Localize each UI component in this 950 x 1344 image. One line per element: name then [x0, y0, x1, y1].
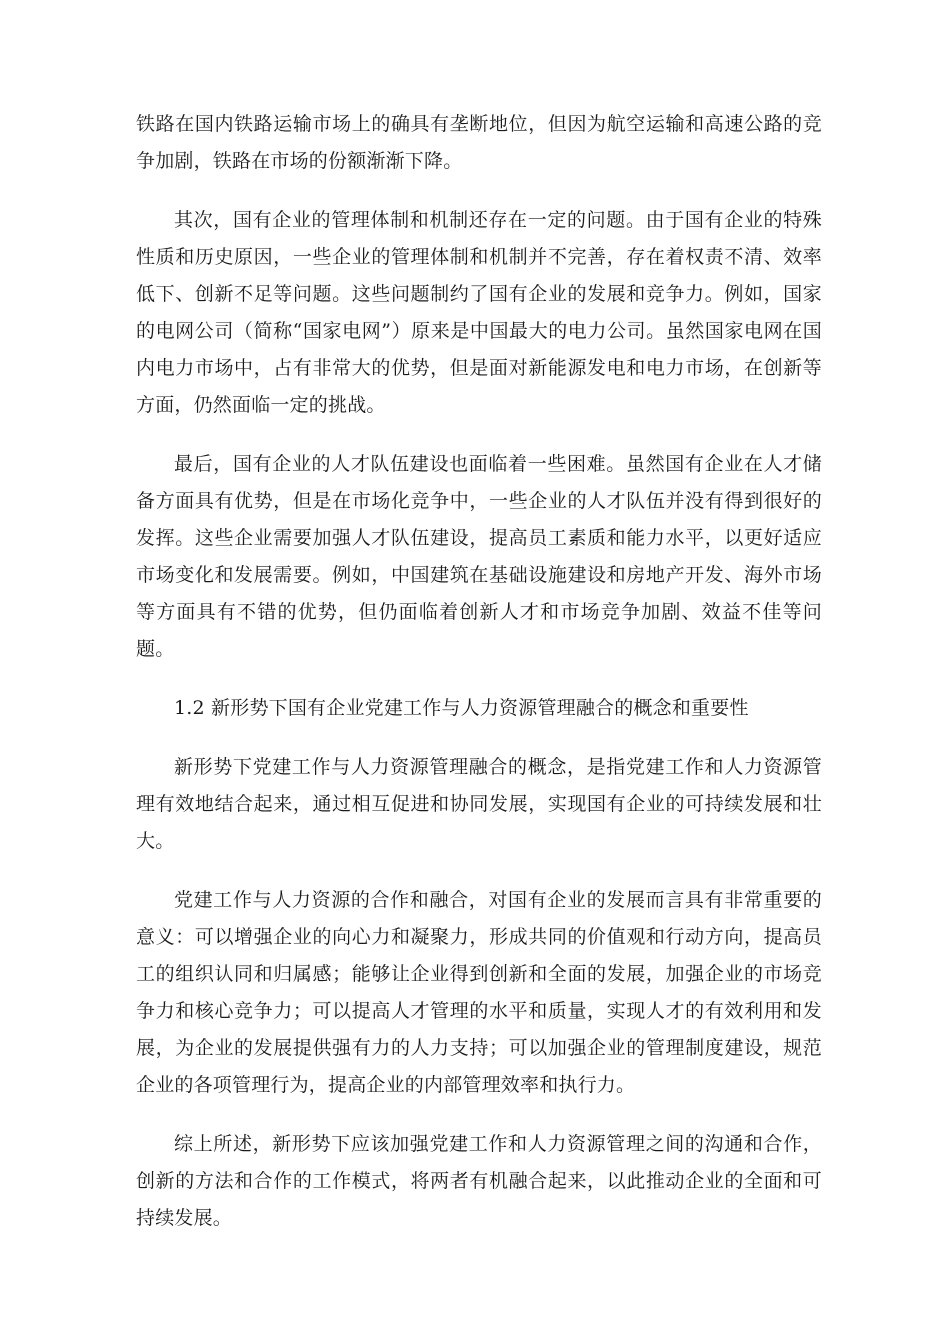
paragraph-integration-importance: 党建工作与人力资源的合作和融合，对国有企业的发展而言具有非常重要的意义：可以增强企业的向心力和凝聚力，形成共同的价值观和行动方向，提高员工的组织认同和归属感；能够让企业得到创新和全面的发展，加强企业的市场竞争力和核心竞争力；可以提高人才管理的水平和质量，实现人才的有效利用和发展，为企业的发展提供强有力的人力支持；可以加强企业的管理制度建设，规范企业的各项管理行为，提高企业的内部管理效率和执行力。	[136, 889, 822, 1096]
paragraph-talent-team: 最后，国有企业的人才队伍建设也面临着一些困难。虽然国有企业在人才储备方面具有优势，但是在市场化竞争中，一些企业的人才队伍并没有得到很好的发挥。这些企业需要加强人才队伍建设，提高员工素质和能力水平，以更好适应市场变化和发展需要。例如，中国建筑在基础设施建设和房地产开发、海外市场等方面具有不错的优势，但仍面临着创新人才和市场竞争加剧、效益不佳等问题。	[136, 453, 822, 660]
paragraph-summary: 综上所述，新形势下应该加强党建工作和人力资源管理之间的沟通和合作，创新的方法和合作的工作模式，将两者有机融合起来，以此推动企业的全面和可持续发展。	[136, 1133, 822, 1229]
paragraph-management-system: 其次，国有企业的管理体制和机制还存在一定的问题。由于国有企业的特殊性质和历史原因，一些企业的管理体制和机制并不完善，存在着权责不清、效率低下、创新不足等问题。这些问题制约了国有企业的发展和竞争力。例如，国家的电网公司（简称“国家电网”）原来是中国最大的电力公司。虽然国家电网在国内电力市场中，占有非常大的优势，但是面对新能源发电和电力市场，在创新等方面，仍然面临一定的挑战。	[136, 209, 822, 416]
section-heading: 1.2 新形势下国有企业党建工作与人力资源管理融合的概念和重要性	[174, 697, 749, 719]
document-body	[136, 106, 822, 1259]
paragraph-integration-concept: 新形势下党建工作与人力资源管理融合的概念，是指党建工作和人力资源管理有效地结合起来，通过相互促进和协同发展，实现国有企业的可持续发展和壮大。	[136, 756, 822, 852]
paragraph-continued: 铁路在国内铁路运输市场上的确具有垄断地位，但因为航空运输和高速公路的竞争加剧，铁路在市场的份额渐渐下降。	[136, 113, 822, 172]
